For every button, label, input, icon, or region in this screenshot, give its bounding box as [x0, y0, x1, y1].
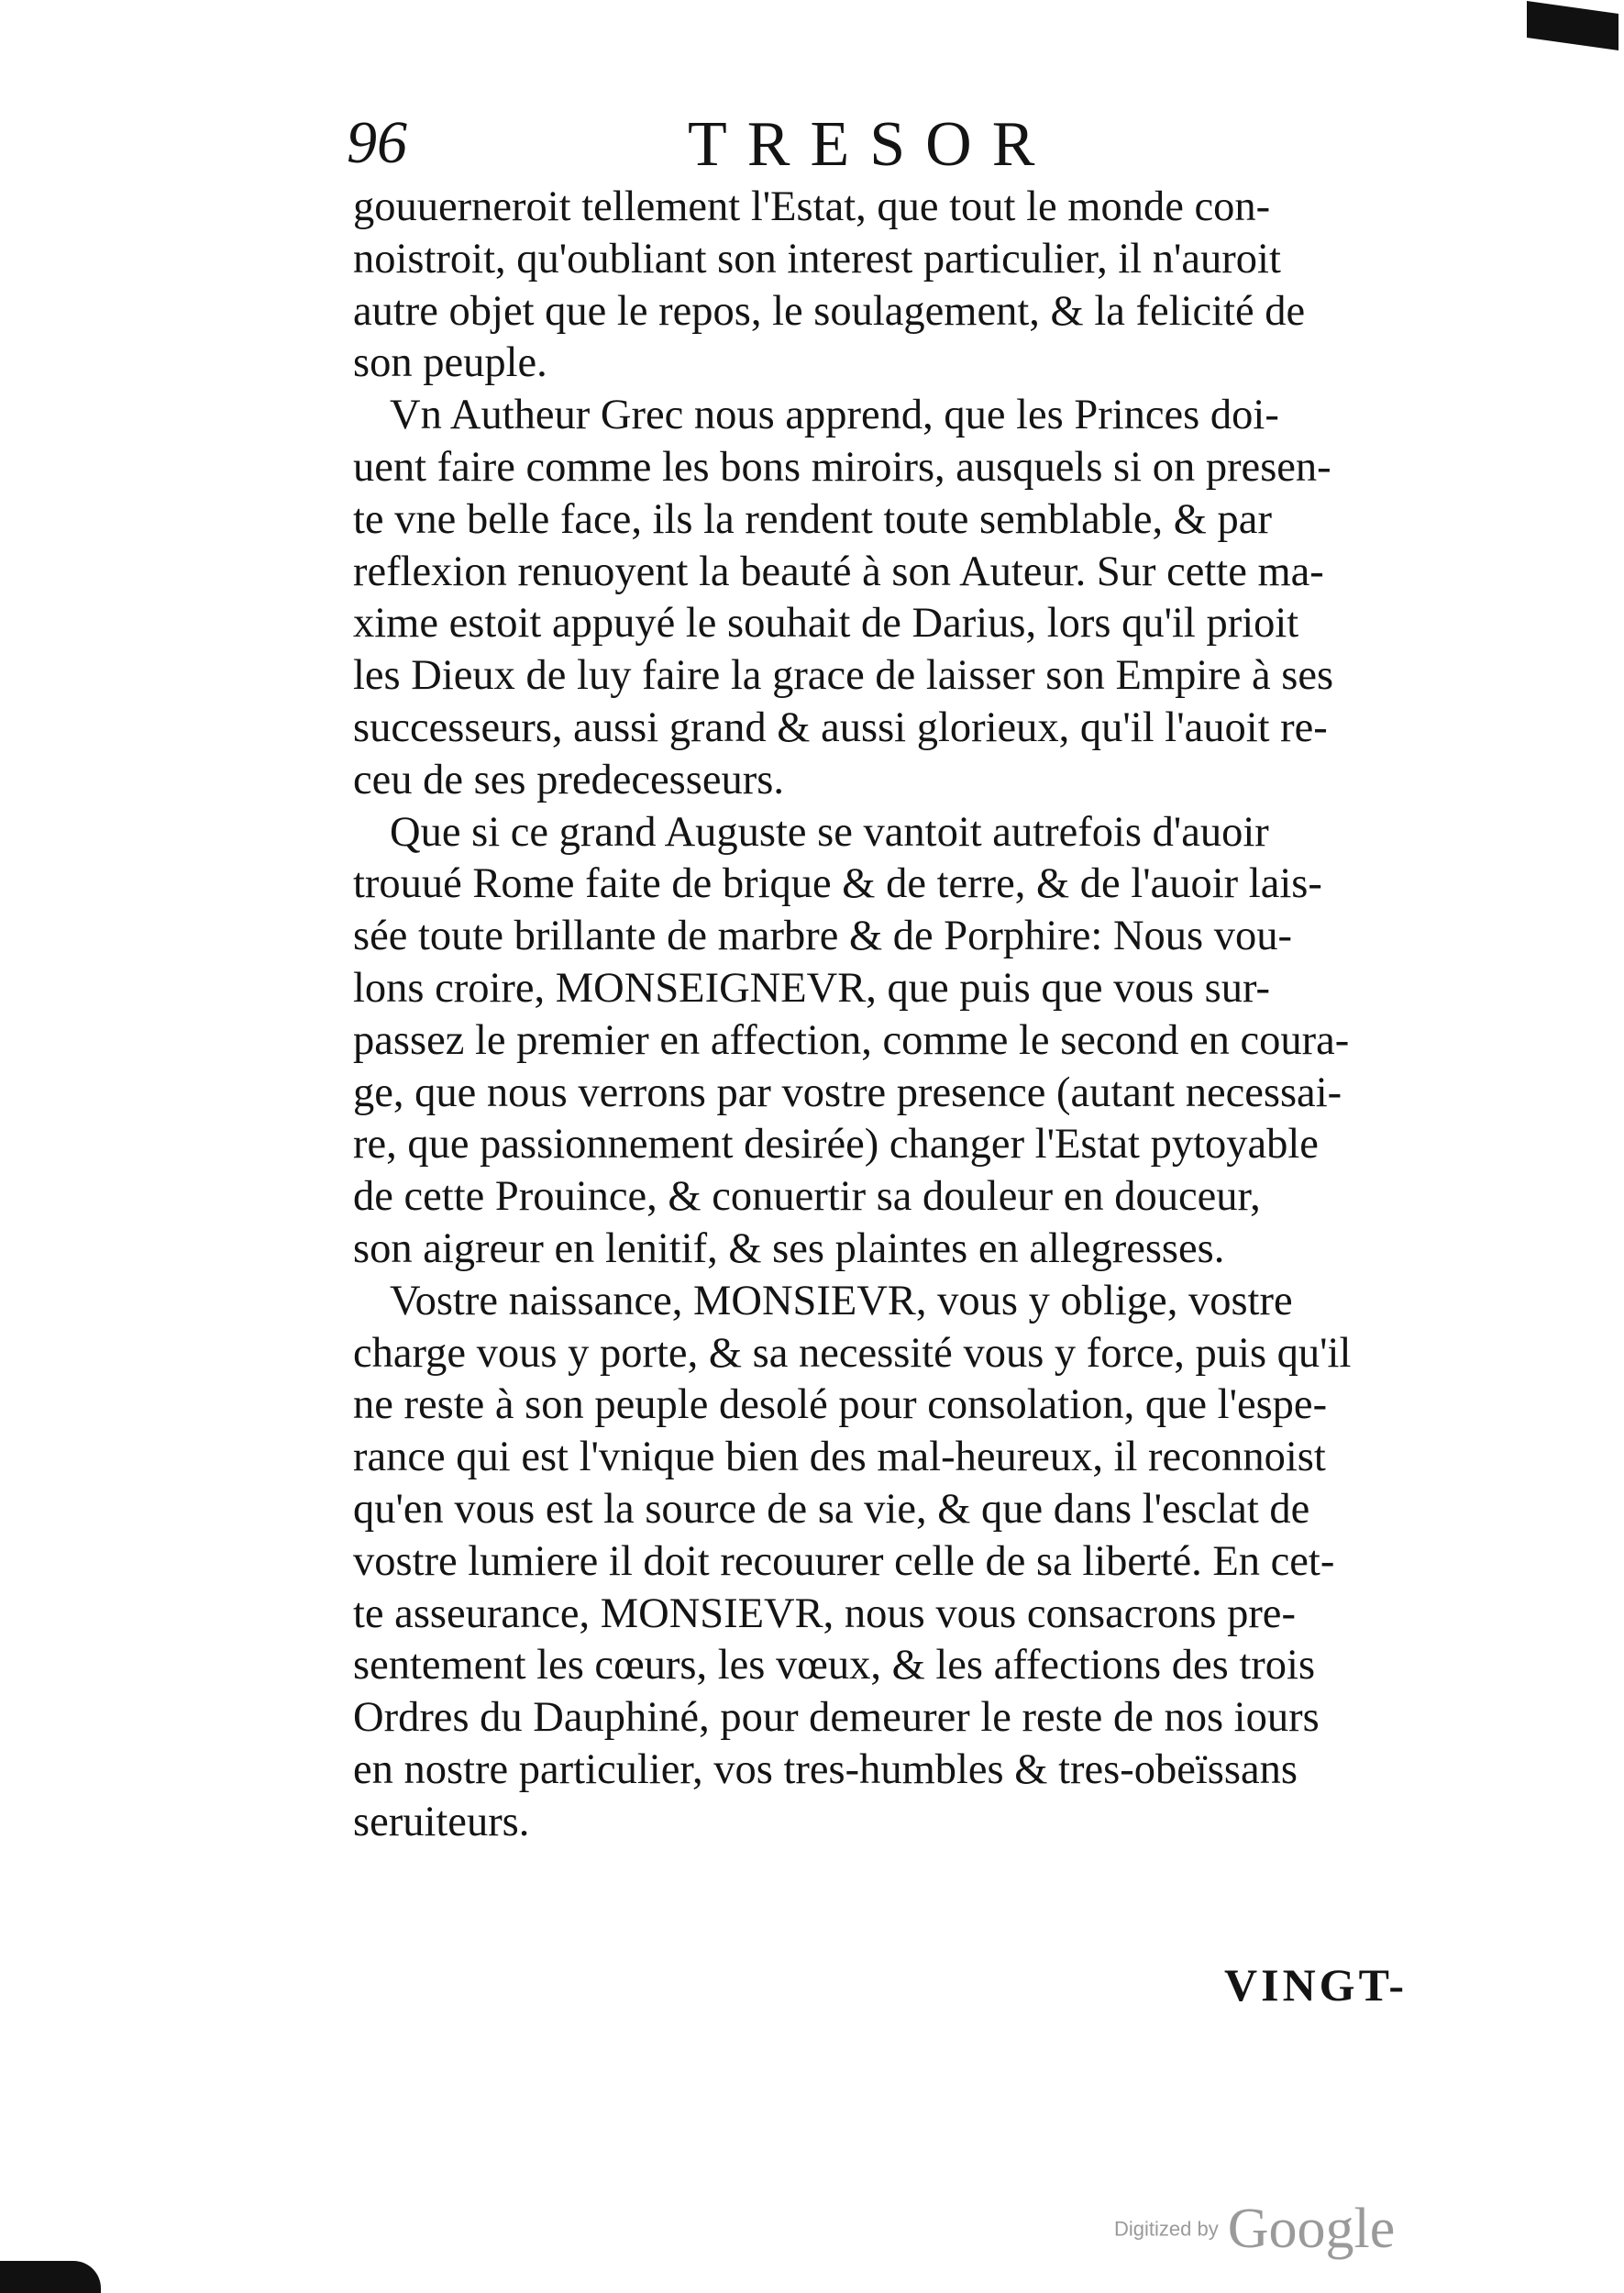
text-line: vostre lumiere il doit recouurer celle de sa liberté. En cet- [353, 1537, 1335, 1585]
text-line: qu'en vous est la source de sa vie, & que dans l'esclat de [353, 1485, 1310, 1533]
text-line: rance qui est l'vnique bien des mal-heureux, il reconnoist [353, 1434, 1326, 1481]
paragraph-start-line: Vostre naissance, MONSIEVR, vous y oblige, vostre [390, 1277, 1293, 1324]
text-line: de cette Prouince, & conuertir sa douleur en douceur, [353, 1173, 1261, 1221]
text-line: lons croire, MONSEIGNEVR, que puis que vous sur- [353, 964, 1270, 1012]
page-number: 96 [347, 109, 407, 176]
text-line: son aigreur en lenitif, & ses plaintes en allegresses. [353, 1224, 1225, 1272]
text-line: sentement les cœurs, les vœux, & les affections des trois [353, 1642, 1316, 1689]
text-line: autre objet que le repos, le soulagement, & la felicité de [353, 287, 1306, 335]
text-line: trouué Rome faite de brique & de terre, & de l'auoir lais- [353, 860, 1322, 908]
text-line: noistroit, qu'oubliant son interest particulier, il n'auroit [353, 235, 1281, 282]
text-line: Ordres du Dauphiné, pour demeurer le reste de nos iours [353, 1694, 1320, 1742]
text-line: seruiteurs. [353, 1798, 530, 1845]
page-header [330, 108, 1192, 191]
text-line: sée toute brillante de marbre & de Porphire: Nous vou- [353, 913, 1292, 960]
text-line: reflexion renuoyent la beauté à son Auteur. Sur cette ma- [353, 548, 1324, 595]
body-text [353, 182, 1481, 1849]
text-line: te vne belle face, ils la rendent toute semblable, & par [353, 495, 1272, 543]
text-line: les Dieux de luy faire la grace de laisser son Empire à ses [353, 652, 1334, 700]
running-title: TRESOR [688, 109, 1055, 180]
paragraph-start-line: Que si ce grand Auguste se vantoit autrefois d'auoir [390, 808, 1269, 856]
google-logo: Google [1227, 2198, 1396, 2260]
paragraph-start-line: Vn Autheur Grec nous apprend, que les Princes doi- [390, 392, 1279, 439]
text-line: charge vous y porte, & sa necessité vous y force, puis qu'il [353, 1329, 1352, 1377]
text-line: te asseurance, MONSIEVR, nous vous consacrons pre- [353, 1590, 1296, 1637]
text-line: uent faire comme les bons miroirs, ausquels si on presen- [353, 443, 1331, 491]
scan-edge-mark [1527, 1, 1618, 50]
text-line: en nostre particulier, vos tres-humbles & tres-obeïssans [353, 1745, 1298, 1793]
scan-edge-mark [0, 2261, 101, 2293]
digitized-label: Digitized by [1114, 2217, 1219, 2241]
text-line: passez le premier en affection, comme le second en coura- [353, 1016, 1350, 1064]
text-line: xime estoit appuyé le souhait de Darius, lors qu'il prioit [353, 600, 1299, 648]
digitized-by-google [1114, 2197, 1395, 2262]
text-line: ceu de ses predecesseurs. [353, 756, 784, 803]
text-line: ge, que nous verrons par vostre presence (autant necessai- [353, 1069, 1342, 1116]
text-line: son peuple. [353, 339, 547, 387]
text-line: re, que passionnement desirée) changer l'Estat pytoyable [353, 1121, 1319, 1169]
text-line: successeurs, aussi grand & aussi glorieux, qu'il l'auoit re- [353, 703, 1328, 751]
text-line: ne reste à son peuple desolé pour consolation, que l'espe- [353, 1381, 1328, 1429]
catchword: VINGT- [1224, 1959, 1408, 2011]
text-line: gouuerneroit tellement l'Estat, que tout le monde con- [353, 183, 1271, 230]
